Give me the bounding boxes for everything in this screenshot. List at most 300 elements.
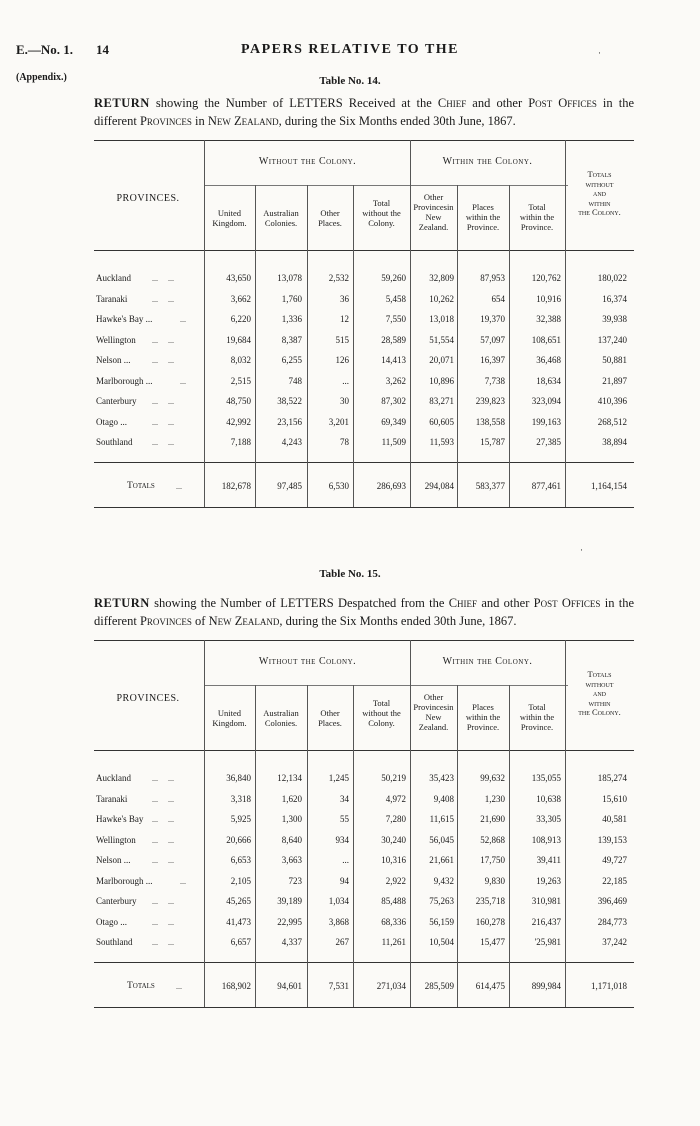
ink-mark: · [598,48,601,58]
header-total-without [353,198,410,228]
leader-dots: ... [180,315,186,324]
table-cell: 3,318 [230,793,251,804]
header-places-within [457,202,509,232]
table-cell: 10,638 [536,793,561,804]
header-line: Colony. [368,218,395,228]
table-cell: 7,550 [385,314,406,324]
header-line: and [593,688,606,698]
caption-return-mid4: of [191,614,209,628]
table-cell: 99,632 [480,773,505,783]
table-cell: 11,593 [429,437,454,447]
table-cell: 87,953 [480,273,505,283]
table-cell: 12,134 [277,773,302,783]
table-cell: 199,163 [531,416,561,427]
leader-dots: ... ... [152,356,174,365]
table-cell: 19,263 [536,875,561,886]
totals-cell: 1,164,154 [591,481,627,491]
caption-return-chief: Chief [437,96,467,110]
table-cell: 135,055 [531,773,561,783]
totals-cell: 168,902 [221,981,251,991]
table-cell: 60,605 [429,416,454,427]
table-cell: 55 [340,814,349,824]
table-cell: 22,995 [277,916,302,927]
header-line: within the [519,212,555,222]
table-cell: 4,337 [281,937,302,947]
header-line: Places [472,202,494,212]
table-cell: 2,922 [385,875,406,886]
header-line: without the [362,208,401,218]
leader-dots: ... [176,982,182,991]
leader-dots: ... [176,482,182,491]
caption-return-end: , during the Six Months ended 30th June, 1867. [279,614,517,628]
table-cell: 137,240 [597,334,627,345]
caption-return-mid3: in the different [94,96,635,128]
table-cell: 75,263 [429,896,454,906]
caption-return-prov: Provinces [139,614,192,628]
table-cell: 16,374 [602,293,627,304]
caption-return-mid1: showing the Number of LETTERS Received at the [149,96,438,110]
caption-return-po: Post Offices [528,96,597,110]
header-without-colony: Without the Colony. [258,656,357,667]
table-cell: ... [342,855,349,865]
table-cell: 3,201 [328,416,349,427]
header-united-kingdom [204,708,255,728]
table-cell: ... [342,375,349,386]
table-cell: 654 [491,293,505,304]
table-cell: 8,032 [230,355,251,365]
table-cell: 21,661 [429,855,454,865]
table-15 [94,640,634,1020]
table-cell: 7,280 [385,814,406,824]
table-rule [94,750,634,751]
header-line: Kingdom. [212,218,247,228]
table-cell: 3,662 [230,293,251,304]
leader-dots: ... ... [152,938,174,947]
caption-return-nz: New Zealand [208,614,280,628]
totals-cell: 614,475 [475,981,505,991]
table-cell: 138,558 [475,416,505,427]
table-cell: 18,634 [536,375,561,386]
table-cell: 8,387 [281,334,302,345]
totals-cell: 94,601 [277,981,302,991]
table-cell: 14,413 [381,355,406,365]
table-cell: 7,738 [484,375,505,386]
header-totals [565,670,634,718]
table-cell: 9,432 [433,875,454,886]
header-line: New [425,212,442,222]
table-cell: 6,220 [230,314,251,324]
table-cell: 69,349 [381,416,406,427]
table-cell: 1,230 [484,793,505,804]
table-cell: 10,896 [429,375,454,386]
table-cell: 21,690 [480,814,505,824]
province-name: Auckland [96,773,131,783]
header-line: Kingdom. [212,718,247,728]
table-cell: '25,981 [534,937,561,947]
table-cell: 10,262 [429,293,454,304]
header-line: Totals [587,669,612,679]
header-line: Total [372,198,391,208]
table-cell: 13,018 [429,314,454,324]
table-cell: 32,809 [429,273,454,283]
table-rule [94,462,634,463]
header-line: Totals [587,169,612,179]
table-cell: 19,370 [480,314,505,324]
table-cell: 10,504 [429,937,454,947]
header-provinces: PROVINCES. [116,193,180,204]
caption-return-nz: New Zealand [207,114,279,128]
province-name: Southland [96,937,133,947]
caption-return-chief: Chief [448,596,478,610]
column-rule [509,685,510,1007]
table-rule [204,685,568,686]
header-line: Zealand. [418,222,449,232]
header-line: Australian [263,708,299,718]
leader-dots: ... ... [152,794,174,804]
province-name: Nelson ... [96,355,131,365]
table-14 [94,140,634,520]
header-other-provinces [410,692,457,732]
leader-dots: ... ... [152,417,174,427]
header-united-kingdom [204,208,255,228]
table-cell: 5,925 [230,814,251,824]
table-cell: 2,532 [328,273,349,283]
caption-return-lead: RETURN [94,596,150,610]
caption-return-po: Post Offices [533,596,601,610]
table-cell: 13,078 [277,273,302,283]
table-cell: 35,423 [429,773,454,783]
header-line: without the [362,708,401,718]
table-cell: 1,620 [281,793,302,804]
header-line: within the [465,712,501,722]
table-cell: 68,336 [381,916,406,927]
table-rule [94,250,634,251]
table-cell: 33,305 [536,814,561,824]
totals-cell: 583,377 [475,481,505,491]
table-cell: 30 [340,396,349,406]
leader-dots: ... ... [152,397,174,406]
caption-return-mid2: and other [466,96,529,110]
table-cell: 139,153 [597,834,627,845]
table-cell: 108,651 [531,334,561,345]
table-cell: 36,840 [226,773,251,783]
table-cell: 160,278 [475,916,505,927]
caption-return-mid3: in the different [94,596,635,628]
totals-cell: 7,531 [328,981,349,991]
table-cell: 78 [340,437,349,447]
table-15-label: Table No. 15. [319,568,381,580]
table-cell: 185,274 [597,773,627,783]
province-name: Auckland [96,273,131,283]
totals-cell: 182,678 [221,481,251,491]
leader-dots: ... ... [152,917,174,927]
table-cell: 51,554 [429,334,454,345]
table-cell: 15,610 [602,793,627,804]
province-name: Marlborough ... [96,875,153,886]
totals-cell: 286,693 [376,481,406,491]
header-australian-colonies [255,708,307,728]
table-cell: 32,388 [536,314,561,324]
table-cell: 57,097 [480,334,505,345]
totals-label: Totals [127,981,155,991]
header-line: Other [320,208,340,218]
header-within-colony: Within the Colony. [442,156,533,167]
table-cell: 39,411 [536,855,561,865]
table-cell: 235,718 [475,896,505,906]
caption-return-mid2: and other [477,596,534,610]
table-cell: 410,396 [597,396,627,406]
header-places-within [457,702,509,732]
table-cell: 20,071 [429,355,454,365]
header-line: the Colony. [578,707,621,717]
header-line: Other [423,692,444,702]
table-cell: 310,981 [531,896,561,906]
table-cell: 94 [340,875,349,886]
table-cell: 52,868 [480,834,505,845]
table-cell: 56,159 [429,916,454,927]
table-cell: 48,750 [226,396,251,406]
province-name: Nelson ... [96,855,131,865]
table-rule [94,1007,634,1008]
column-rule [255,185,256,507]
totals-cell: 877,461 [531,481,561,491]
table-cell: 16,397 [480,355,505,365]
table-cell: 1,245 [328,773,349,783]
caption-return-end: , during the Six Months ended 30th June, 1867. [278,114,516,128]
header-line: Province. [520,722,554,732]
table-cell: 5,458 [385,293,406,304]
table-cell: 7,188 [230,437,251,447]
leader-dots: ... ... [152,856,174,865]
table-cell: 4,243 [281,437,302,447]
province-name: Marlborough ... [96,375,153,386]
table-cell: 15,787 [480,437,505,447]
table-cell: 2,515 [230,375,251,386]
table-cell: 239,823 [475,396,505,406]
table-cell: 12 [340,314,349,324]
totals-cell: 271,034 [376,981,406,991]
column-rule [255,685,256,1007]
leader-dots: ... ... [152,897,174,906]
table-cell: 38,522 [277,396,302,406]
page-title: PAPERS RELATIVE TO THE [240,42,460,57]
table-rule [94,507,634,508]
province-name: Otago ... [96,416,127,427]
header-line: Other [320,708,340,718]
table-cell: 3,663 [281,855,302,865]
caption-return-mid1: showing the Number of LETTERS Despatched from the [149,596,449,610]
header-other-places [307,208,353,228]
leader-dots: ... [180,376,186,386]
column-rule [307,185,308,507]
table-cell: 9,830 [484,875,505,886]
header-line: Colony. [368,718,395,728]
column-rule [457,685,458,1007]
leader-dots: ... ... [152,774,174,783]
province-name: Canterbury [96,396,137,406]
table-cell: 6,255 [281,355,302,365]
totals-cell: 294,084 [424,481,454,491]
table-cell: 9,408 [433,793,454,804]
table-cell: 10,316 [381,855,406,865]
table-cell: 216,437 [531,916,561,927]
table-cell: 3,868 [328,916,349,927]
table-cell: 43,650 [226,273,251,283]
province-name: Wellington [96,834,136,845]
ink-mark: · [580,545,583,555]
province-name: Hawke's Bay [96,814,144,824]
header-line: within [588,197,611,208]
header-line: Total [372,698,391,708]
header-line: New [425,712,442,722]
table-cell: 49,727 [602,855,627,865]
header-total-within [509,202,565,232]
table-cell: 6,653 [230,855,251,865]
table-cell: 36,468 [536,355,561,365]
header-line: Total [528,202,546,212]
header-line: Places [472,702,494,712]
table-cell: 515 [335,334,349,345]
caption-return-prov: Provinces [139,114,192,128]
table-cell: 23,156 [277,416,302,427]
header-line: Colonies. [264,218,298,228]
header-total-without [353,698,410,728]
table-cell: 19,684 [226,334,251,345]
table-cell: 120,762 [531,273,561,283]
table-cell: 11,615 [429,814,454,824]
table-cell: 37,242 [602,937,627,947]
header-line: Places. [318,718,342,728]
table-rule [204,185,568,186]
table-cell: 8,640 [281,834,302,845]
totals-cell: 6,530 [328,481,349,491]
table-cell: 45,265 [226,896,251,906]
table-14-caption [94,94,634,130]
table-cell: 268,512 [597,416,627,427]
header-provinces: PROVINCES. [116,693,180,704]
header-line: Other [423,192,444,202]
header-other-provinces [410,192,457,232]
page-ref: E.—No. 1. [16,42,74,57]
table-cell: 38,894 [602,437,627,447]
leader-dots: ... [180,876,186,886]
header-line: Province. [520,222,554,232]
table-cell: 4,972 [385,793,406,804]
column-rule [457,185,458,507]
table-cell: 15,477 [480,937,505,947]
header-line: Province. [466,722,500,732]
table-cell: 108,913 [531,834,561,845]
table-rule [94,962,634,963]
table-cell: 30,240 [381,834,406,845]
table-cell: 39,938 [602,314,627,324]
province-name: Taranaki [96,793,128,804]
header-line: Colonies. [264,718,298,728]
table-cell: 42,992 [226,416,251,427]
table-cell: 1,034 [328,896,349,906]
header-line: Provincesin [413,702,454,712]
table-cell: 1,336 [281,314,302,324]
province-name: Hawke's Bay ... [96,314,153,324]
table-cell: 50,881 [602,355,627,365]
header-other-places [307,708,353,728]
table-cell: 1,300 [281,814,302,824]
header-line: the Colony. [578,207,621,217]
table-cell: 748 [288,375,302,386]
appendix-label: (Appendix.) [16,72,67,83]
totals-cell: 1,171,018 [591,981,627,991]
table-cell: 284,773 [597,916,627,927]
header-within-colony: Within the Colony. [442,656,533,667]
column-rule [353,685,354,1007]
table-cell: 267 [335,937,349,947]
header-line: without [585,678,614,689]
table-cell: 323,094 [531,396,561,406]
table-rule [94,140,634,141]
table-cell: 39,189 [277,896,302,906]
table-15-caption [94,594,634,630]
caption-return-mid4: in [191,114,208,128]
header-line: Provincesin [413,202,454,212]
province-name: Canterbury [96,896,137,906]
leader-dots: ... ... [152,274,174,283]
caption-return-lead: RETURN [94,96,150,110]
province-name: Southland [96,437,133,447]
table-cell: 36 [340,293,349,304]
header-line: Total [528,702,546,712]
table-cell: 41,473 [226,916,251,927]
totals-cell: 285,509 [424,981,454,991]
table-cell: 83,271 [429,396,454,406]
header-australian-colonies [255,208,307,228]
province-name: Wellington [96,334,136,345]
table-cell: 20,666 [226,834,251,845]
header-line: Province. [466,222,500,232]
table-cell: 11,509 [381,437,406,447]
header-without-colony: Without the Colony. [258,156,357,167]
province-name: Otago ... [96,916,127,927]
table-cell: 27,385 [536,437,561,447]
table-cell: 11,261 [381,937,406,947]
column-rule [307,685,308,1007]
leader-dots: ... ... [152,438,174,447]
totals-label: Totals [127,481,155,491]
leader-dots: ... ... [152,335,174,345]
header-line: Zealand. [418,722,449,732]
header-line: United [217,208,242,218]
province-name: Taranaki [96,293,128,304]
totals-cell: 97,485 [277,481,302,491]
table-cell: 180,022 [597,273,627,283]
page-number: 14 [96,42,109,57]
table-cell: 10,916 [536,293,561,304]
table-cell: 934 [335,834,349,845]
leader-dots: ... ... [152,815,174,824]
table-cell: 34 [340,793,349,804]
header-totals [565,170,634,218]
header-line: within the [465,212,501,222]
table-cell: 40,581 [602,814,627,824]
header-line: without [585,178,614,189]
header-line: and [593,188,606,198]
table-cell: 85,488 [381,896,406,906]
leader-dots: ... ... [152,835,174,845]
table-cell: 59,260 [381,273,406,283]
table-cell: 87,302 [381,396,406,406]
header-line: within the [519,712,555,722]
header-line: within [588,697,611,708]
totals-cell: 899,984 [531,981,561,991]
